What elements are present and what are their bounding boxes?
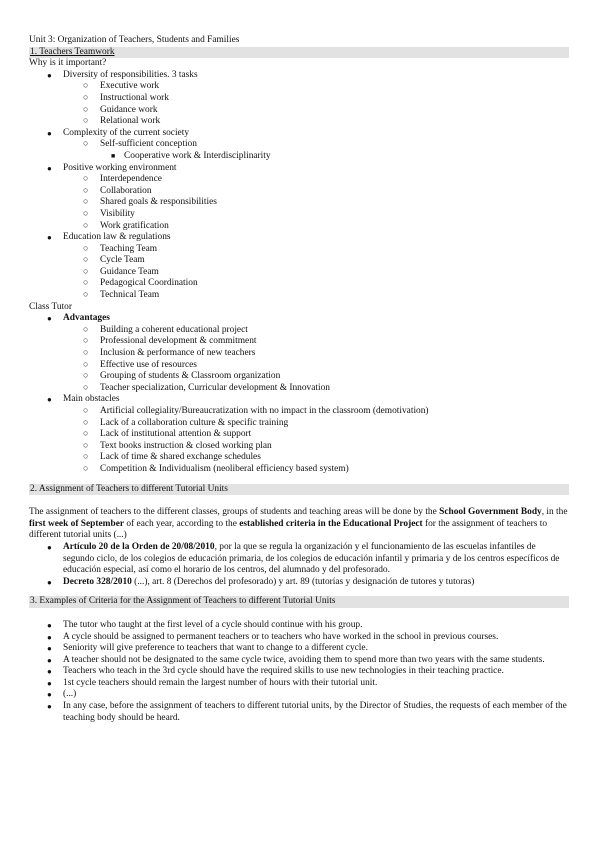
section-heading-text: 2. Assignment of Teachers to different Tutorial Units: [30, 483, 228, 494]
circle-bullet-icon: ○: [83, 265, 89, 276]
list-item: [29, 418, 569, 430]
reference-title: Artículo 20 de la Orden de 20/08/2010: [63, 541, 215, 552]
bullet-icon: ●: [47, 395, 52, 405]
list-item-text: Visibility: [100, 208, 135, 219]
bullet-icon: ●: [47, 542, 52, 552]
circle-bullet-icon: ○: [83, 335, 89, 346]
circle-bullet-icon: ○: [83, 80, 89, 91]
reference-text: (...), art. 8 (Derechos del profesorado) y art. 89 (tutorías y designación de tutores y tutoras): [131, 576, 475, 587]
list-item-text: Effective use of resources: [100, 359, 197, 370]
list-item: [29, 542, 569, 577]
list-item-text: Education law & regulations: [63, 232, 171, 243]
list-item-text: Guidance work: [100, 104, 158, 115]
list-item-text: Technical Team: [100, 290, 160, 301]
list-item: [29, 371, 569, 383]
list-item: [29, 244, 569, 256]
list-item: [29, 452, 569, 464]
list-item-text: Teaching Team: [100, 243, 158, 254]
list-item: [29, 186, 569, 198]
list-item: [29, 105, 569, 117]
list-item: [29, 464, 569, 476]
list-item: [29, 632, 569, 644]
list-item: [29, 348, 569, 360]
list-item-text: Professional development & commitment: [100, 336, 257, 347]
circle-bullet-icon: ○: [83, 405, 89, 415]
circle-bullet-icon: ○: [83, 103, 89, 114]
list-item: [29, 267, 569, 279]
reference-title: Decreto 328/2010: [63, 576, 132, 587]
list-item: [29, 116, 569, 128]
list-item: [29, 689, 569, 701]
list-item: [29, 174, 569, 186]
circle-bullet-icon: ○: [83, 323, 89, 334]
list-item: [29, 93, 569, 105]
list-item: [29, 81, 569, 93]
document-title: Unit 3: Organization of Teachers, Students and Families: [29, 35, 240, 45]
circle-bullet-icon: ○: [83, 428, 89, 439]
circle-bullet-icon: ○: [83, 347, 89, 358]
bullet-icon: ●: [47, 678, 52, 688]
obstacles-sublist: [29, 406, 569, 476]
list-item: [29, 666, 569, 678]
bullet-icon: ●: [47, 163, 52, 173]
list-item: [29, 163, 569, 175]
list-item: [29, 360, 569, 372]
list-item: [29, 209, 569, 221]
list-item-text: Instructional work: [100, 92, 169, 103]
bullet-icon: ●: [47, 690, 52, 700]
list-item: [29, 128, 569, 140]
bullet-icon: ●: [47, 702, 52, 712]
list-item: [29, 221, 569, 233]
section-heading-3: [29, 596, 569, 608]
list-item-advantages: [29, 313, 569, 325]
list-item-text: Lack of institutional attention & support: [100, 429, 252, 440]
assignment-paragraph: [29, 507, 569, 542]
circle-bullet-icon: ○: [83, 439, 89, 450]
paragraph-text: , in the: [541, 507, 568, 518]
advantages-label: Advantages: [63, 313, 110, 324]
paragraph-text: The assignment of teachers to the different classes, groups of students and teaching areas will be done by the: [29, 507, 440, 518]
bullet-icon: ●: [47, 667, 52, 677]
circle-bullet-icon: ○: [83, 462, 89, 473]
list-item-text: In any case, before the assignment of teachers to different tutorial units, by the Director of Studies, the requests of each member of the teaching body should be heard.: [63, 701, 567, 723]
list-item-text: Guidance Team: [100, 266, 159, 277]
circle-bullet-icon: ○: [83, 277, 89, 288]
bullet-icon: ●: [47, 314, 52, 324]
criteria-list: [29, 620, 569, 724]
list-item: [29, 336, 569, 348]
circle-bullet-icon: ○: [83, 381, 89, 392]
circle-bullet-icon: ○: [83, 289, 89, 300]
circle-bullet-icon: ○: [83, 173, 89, 184]
list-item: [29, 197, 569, 209]
bullet-icon: ●: [47, 632, 52, 642]
list-item: [29, 655, 569, 667]
class-tutor-list: [29, 313, 569, 475]
list-item-text: Work gratification: [100, 220, 169, 231]
list-item-text: Executive work: [100, 81, 160, 92]
paragraph-bold: School Government Body: [439, 507, 542, 518]
list-item-text: The tutor who taught at the first level of a cycle should continue with his group.: [63, 619, 363, 630]
section-heading-text: 1. Teachers Teamwork: [30, 46, 115, 57]
list-item: [29, 678, 569, 690]
list-item-text: Cycle Team: [100, 255, 145, 266]
list-item: [29, 278, 569, 290]
list-item-text: Lack of a collaboration culture & specific training: [100, 417, 289, 428]
list-item-text: Collaboration: [100, 185, 152, 196]
list-item-text: Artificial collegiality/Bureaucratization with no impact in the classroom (demotivation): [100, 406, 429, 416]
circle-bullet-icon: ○: [83, 207, 89, 218]
reference-text: , por la que se regula la organización y el funcionamiento de las escuelas infantiles de segundo ciclo, de los colegios de educación primaria, de los colegios de educación infantil y primaria y de los centros específicos de educación especial, así como el horario de los centros, del alumnado y del profesorado.: [63, 541, 560, 576]
why-important-text: Why is it important?: [29, 58, 107, 69]
class-tutor-heading: Class Tutor: [29, 301, 72, 312]
bullet-icon: ●: [47, 577, 52, 587]
list-item-obstacles: [29, 394, 569, 406]
bullet-icon: ●: [47, 128, 52, 138]
list-item: [29, 701, 569, 724]
paragraph-bold: established criteria in the Educational Project: [239, 518, 423, 529]
list-item-text: 1st cycle teachers should remain the largest number of hours with their tutorial unit.: [63, 677, 378, 688]
list-item-text: Self-sufficient conception: [100, 139, 197, 150]
list-item-text: Relational work: [100, 116, 161, 127]
list-item: [29, 70, 569, 82]
list-item-text: Diversity of responsibilities. 3 tasks: [63, 69, 198, 80]
list-item-text: Competition & Individualism (neoliberal efficiency based system): [100, 463, 349, 474]
list-item: [29, 255, 569, 267]
list-item-text: Teachers who teach in the 3rd cycle should have the required skills to use new technologies in their teaching practice.: [63, 666, 504, 677]
list-item-text: Teacher specialization, Curricular development & Innovation: [100, 382, 330, 393]
list-item-text: Lack of time & shared exchange schedules: [100, 452, 261, 463]
circle-bullet-icon: ○: [83, 254, 89, 265]
bullet-icon: ●: [47, 70, 52, 80]
list-item-text: Pedagogical Coordination: [100, 278, 198, 289]
circle-bullet-icon: ○: [83, 358, 89, 369]
list-item-text: Positive working environment: [63, 162, 177, 173]
section-heading-1: [29, 47, 569, 59]
circle-bullet-icon: ○: [83, 219, 89, 230]
list-item-text: Building a coherent educational project: [100, 324, 248, 335]
paragraph-bold: first week of September: [29, 518, 125, 529]
list-item-text: Complexity of the current society: [63, 127, 190, 138]
list-item: [29, 232, 569, 244]
list-item: [29, 139, 569, 151]
circle-bullet-icon: ○: [83, 370, 89, 381]
circle-bullet-icon: ○: [83, 196, 89, 207]
list-item-text: Seniority will give preference to teachers that want to change to a different cycle.: [63, 643, 368, 654]
list-item: [29, 406, 569, 418]
legal-references-list: [29, 542, 569, 588]
list-item-text: Shared goals & responsibilities: [100, 197, 217, 208]
list-item-text: Cooperative work & Interdisciplinarity: [124, 150, 271, 161]
list-item-text: Inclusion & performance of new teachers: [100, 348, 256, 359]
list-item-text: Text books instruction & closed working plan: [100, 440, 272, 451]
list-item-text: Grouping of students & Classroom organization: [100, 371, 281, 382]
bullet-icon: ●: [47, 233, 52, 243]
list-item: [29, 383, 569, 395]
obstacles-label: Main obstacles: [63, 394, 120, 405]
list-item: [29, 620, 569, 632]
list-item-text: (...): [63, 689, 77, 700]
square-bullet-icon: ■: [111, 151, 116, 160]
circle-bullet-icon: ○: [83, 91, 89, 102]
circle-bullet-icon: ○: [83, 138, 89, 149]
bullet-icon: ●: [47, 644, 52, 654]
bullet-icon: ●: [47, 655, 52, 665]
list-item: [29, 290, 569, 302]
document-page: [29, 35, 569, 724]
circle-bullet-icon: ○: [83, 451, 89, 462]
list-item: [29, 151, 569, 163]
advantages-sublist: [29, 325, 569, 395]
list-item-text: A teacher should not be designated to the same cycle twice, avoiding them to spend more than two years with the same students.: [63, 654, 545, 665]
paragraph-text: for the assignment of teachers to different tutorial units (...): [29, 518, 548, 541]
list-item: [29, 577, 569, 589]
list-item: [29, 429, 569, 441]
circle-bullet-icon: ○: [83, 184, 89, 195]
circle-bullet-icon: ○: [83, 115, 89, 126]
teamwork-reasons-list: [29, 70, 569, 302]
paragraph-text: of each year, according to the: [124, 518, 240, 529]
list-item: [29, 325, 569, 337]
sublist: [29, 406, 569, 476]
circle-bullet-icon: ○: [83, 242, 89, 253]
circle-bullet-icon: ○: [83, 416, 89, 427]
section-heading-text: 3. Examples of Criteria for the Assignment of Teachers to different Tutorial Units: [30, 596, 336, 607]
list-item-text: A cycle should be assigned to permanent teachers or to teachers who have worked in the school in previous courses.: [63, 631, 499, 642]
list-item: [29, 643, 569, 655]
list-item-text: Interdependence: [100, 174, 162, 185]
section-heading-2: [29, 484, 569, 496]
bullet-icon: ●: [47, 620, 52, 630]
sublist: [29, 325, 569, 395]
list-item: [29, 441, 569, 453]
